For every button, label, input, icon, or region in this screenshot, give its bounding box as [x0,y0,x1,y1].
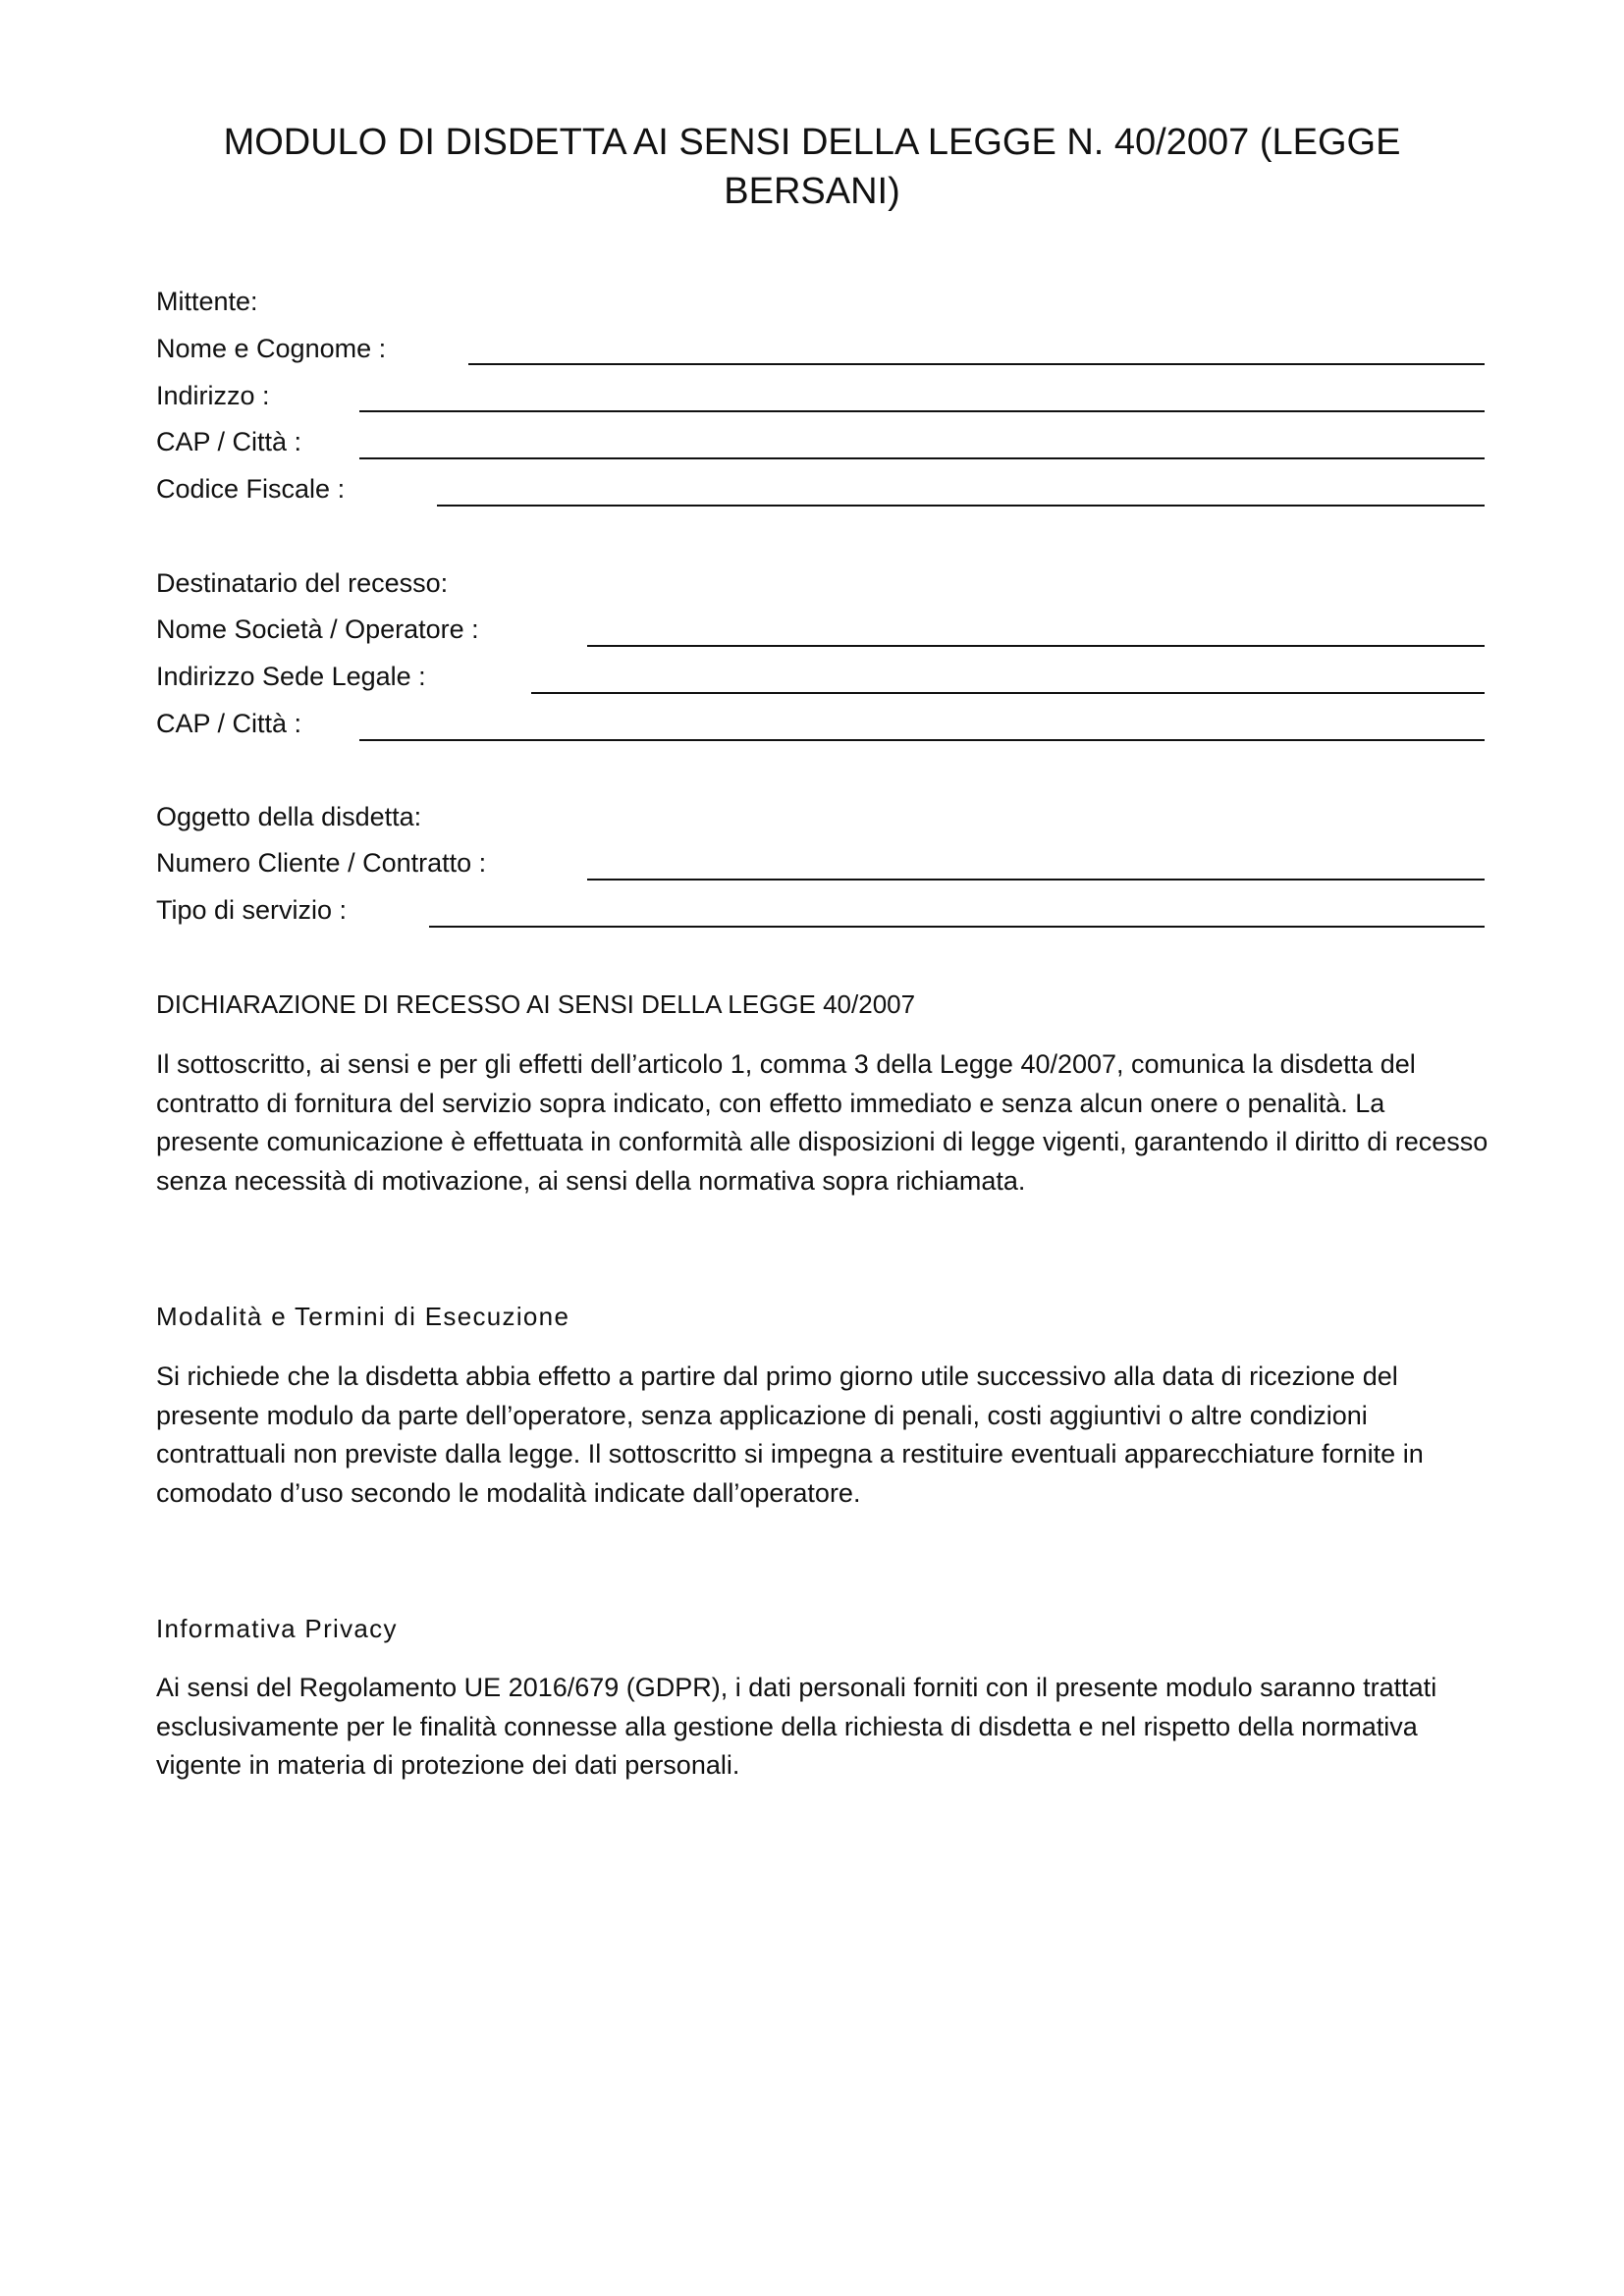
document-title: MODULO DI DISDETTA AI SENSI DELLA LEGGE N. 40/2007 (LEGGE BERSANI) [223,122,1401,212]
tipo-servizio-field[interactable] [429,926,1485,928]
codice-fiscale-field[interactable] [437,505,1485,507]
cap-citta-destinatario-field[interactable] [359,739,1485,741]
cap-citta-mittente-label: CAP / Città : [156,427,302,456]
codice-fiscale-label: Codice Fiscale : [156,474,346,504]
mittente-heading: Mittente: [156,287,258,316]
indirizzo-sede-field[interactable] [531,692,1485,694]
nome-cognome-label: Nome e Cognome : [156,334,387,363]
privacy-heading: Informativa Privacy [156,1614,398,1643]
indirizzo-sede-label: Indirizzo Sede Legale : [156,662,426,691]
modalita-text: Si richiede che la disdetta abbia effetto a partire dal primo giorno utile successivo alla data di ricezione del presente modulo da parte dell’operatore, senza applicazione di penali, costi aggiuntivi o altre condizioni contrattuali non previste dalla legge. Il sottoscritto si impegna a restituire eventuali apparecchiature fornite in comodato d’uso secondo le modalità indicate dall’operatore. [156,1362,1424,1508]
numero-cliente-label: Numero Cliente / Contratto : [156,848,487,878]
nome-societa-label: Nome Società / Operatore : [156,614,479,644]
tipo-servizio-label: Tipo di servizio : [156,895,348,925]
dichiarazione-text: Il sottoscritto, ai sensi e per gli effetti dell’articolo 1, comma 3 della Legge 40/2007, comunica la disdetta del contratto di fornitura del servizio sopra indicato, con effetto immediato e senza alcun onere o penalità. La presente comunicazione è effettuata in conformità alle disposizioni di legge vigenti, garantendo il diritto di recesso senza necessità di motivazione, ai sensi della normativa sopra richiamata. [156,1049,1489,1196]
destinatario-heading: Destinatario del recesso: [156,568,449,598]
cap-citta-mittente-field[interactable] [359,457,1485,459]
indirizzo-label: Indirizzo : [156,381,270,410]
privacy-text: Ai sensi del Regolamento UE 2016/679 (GDPR), i dati personali forniti con il presente modulo saranno trattati esclusivamente per le finalità connesse alla gestione della richiesta di disdetta e nel rispetto della normativa vigente in materia di protezione dei dati personali. [156,1673,1437,1780]
numero-cliente-field[interactable] [587,879,1485,881]
oggetto-heading: Oggetto della disdetta: [156,802,422,831]
nome-cognome-field[interactable] [468,363,1485,365]
dichiarazione-heading: DICHIARAZIONE DI RECESSO AI SENSI DELLA LEGGE 40/2007 [156,989,916,1019]
cap-citta-destinatario-label: CAP / Città : [156,709,302,738]
modalita-heading: Modalità e Termini di Esecuzione [156,1302,570,1331]
indirizzo-field[interactable] [359,410,1485,412]
nome-societa-field[interactable] [587,645,1485,647]
